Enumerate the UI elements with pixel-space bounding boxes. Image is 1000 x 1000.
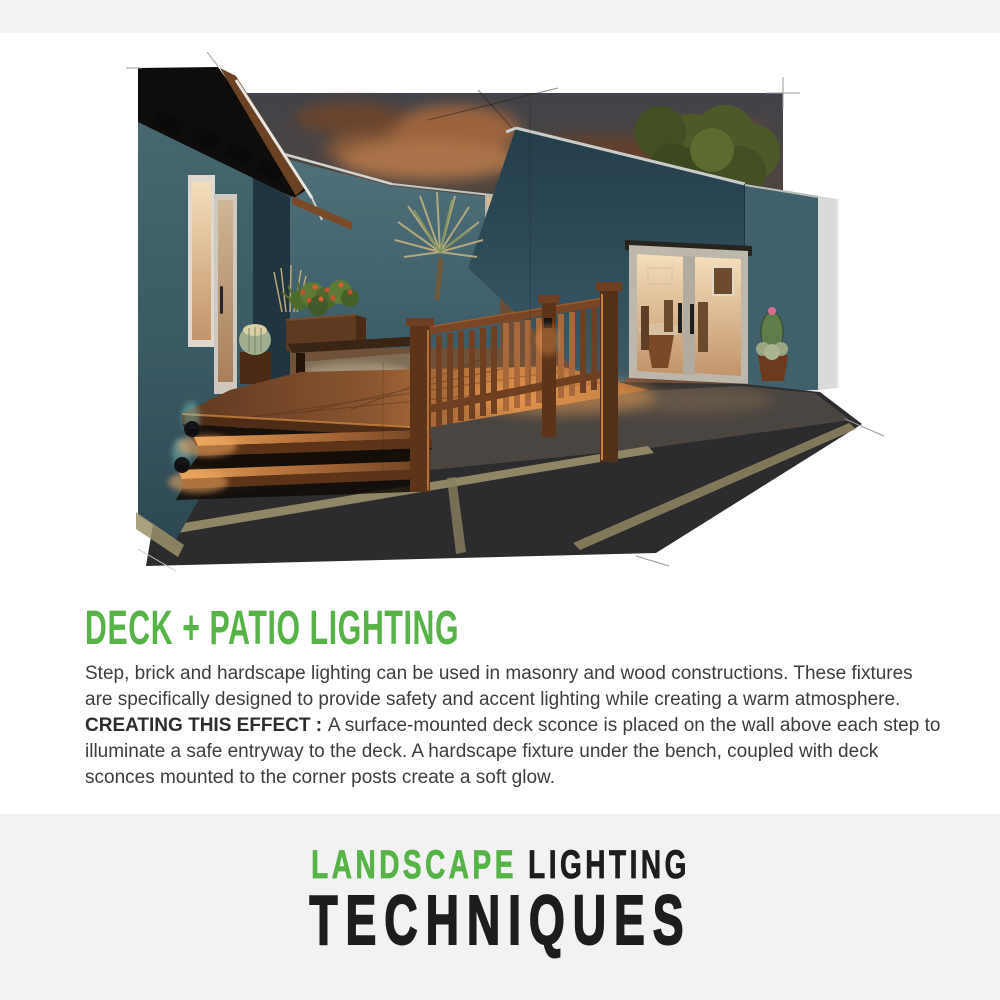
intro-paragraph	[85, 661, 913, 713]
brand-line	[0, 845, 1000, 885]
effect-line-1: A surface-mounted deck sconce is placed on the wall above each step to	[327, 715, 941, 736]
effect-label: CREATING THIS EFFECT :	[85, 715, 323, 736]
brand-landscape: LANDSCAPE	[310, 843, 517, 887]
glass-door	[214, 194, 237, 394]
footer-title	[0, 881, 1000, 959]
section-heading-text: DECK + PATIO LIGHTING	[85, 602, 460, 655]
door-handle-right	[690, 304, 694, 334]
door-handle	[220, 286, 223, 314]
effect-line-2: illuminate a safe entryway to the deck. A hardscape fixture under the bench, coupled with deck	[85, 741, 879, 762]
door-handle-left	[678, 303, 682, 333]
drawing-page-edge	[818, 196, 838, 390]
effect-line-3: sconces mounted to the corner posts create a soft glow.	[85, 767, 555, 788]
effect-paragraph	[85, 713, 940, 791]
cactus-flower	[768, 307, 776, 315]
intro-line-2: are specifically designed to provide safety and accent lighting while creating a warm atmosphere.	[85, 689, 901, 710]
section-heading	[85, 602, 679, 655]
lit-balusters	[506, 312, 572, 411]
ribbed-pot	[239, 324, 271, 384]
brand-lighting: LIGHTING	[527, 843, 690, 887]
lit-window	[188, 175, 215, 347]
intro-line-1: Step, brick and hardscape lighting can be used in masonry and wood constructions. These fixtures	[85, 663, 913, 684]
footer-title-text: TECHNIQUES	[308, 881, 692, 959]
french-doors	[625, 240, 752, 391]
